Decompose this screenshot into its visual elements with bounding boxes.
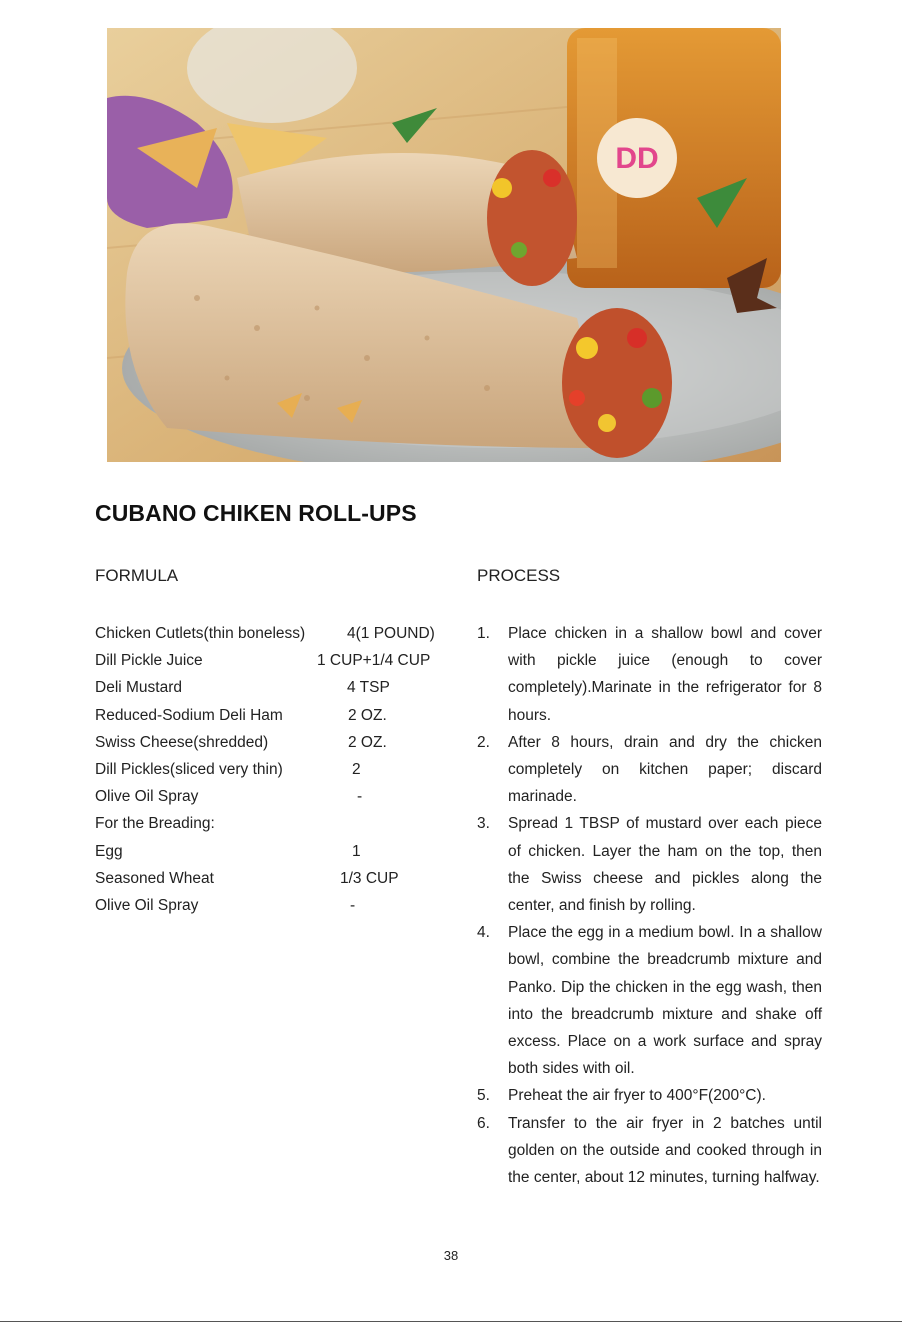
ingredient-qty: - [350,896,356,914]
cup-logo-text: DD [615,142,659,175]
process-step [477,1082,822,1109]
process-steps [477,620,822,1191]
recipe-title: CUBANO CHIKEN ROLL-UPS [95,500,417,526]
step-number: 1. [477,625,490,642]
ingredient-qty: 1 [352,842,361,860]
ingredient-list [95,620,455,919]
process-step [477,1110,822,1192]
ingredient-row [95,729,455,756]
back-roll-filling [487,150,577,286]
step-number: 5. [477,1087,490,1105]
step-number: 4. [477,924,490,942]
process-step [477,919,822,1082]
ingredient-qty: 2 OZ. [348,706,387,724]
ingredient-row [95,783,455,810]
step-number: 3. [477,815,490,833]
ingredient-name: Egg [95,842,123,860]
ingredient-row [95,702,455,729]
ingredient-row [95,865,455,892]
ingredient-row [95,810,455,837]
step-text: Place chicken in a shallow bowl and cover with pickle juice (enough to cover completely).Marinate in the refrigerator for 8 hours. [508,625,822,724]
process-step [477,620,822,729]
ingredient-qty: - [357,788,363,806]
ingredient-qty: 4 TSP [347,679,390,697]
page-bottom-rule [0,1321,902,1322]
ingredient-row [95,756,455,783]
step-text: Spread 1 TBSP of mustard over each piece of chicken. Layer the ham on the top, then the Swiss cheese and pickles along the center, and finish by rolling. [508,815,822,915]
process-step [477,810,822,919]
ingredient-row [95,838,455,865]
step-text: Place the egg in a medium bowl. In a shallow bowl, combine the breadcrumb mixture and Panko. Dip the chicken in the egg wash, then into the breadcrumb mixture and shake off excess. Place on a work surface and spray both sides with oil. [508,924,822,1078]
ingredient-name: Deli Mustard [95,679,182,697]
ingredient-qty: 1/3 CUP [340,869,399,887]
ingredient-qty: 4(1 POUND) [347,625,435,642]
ingredient-row [95,674,455,701]
ingredient-name: Olive Oil Spray [95,896,199,914]
ingredient-row [95,647,455,674]
roll-ups-illustration [107,28,781,462]
ingredient-row [95,620,455,647]
breading-subheading: For the Breading: [95,815,215,833]
formula-heading: FORMULA [95,566,179,585]
ingredient-name: Dill Pickle Juice [95,652,203,670]
ingredient-row [95,892,455,919]
ingredient-qty: 2 OZ. [348,733,387,751]
ingredient-name: Olive Oil Spray [95,788,199,806]
step-number: 2. [477,733,490,751]
ingredient-name: Swiss Cheese(shredded) [95,733,269,751]
ingredient-qty: 2 [352,760,361,778]
ingredient-name: Chicken Cutlets(thin boneless) [95,625,306,642]
step-number: 6. [477,1114,490,1132]
process-step [477,729,822,811]
ingredient-name: Dill Pickles(sliced very thin) [95,760,283,778]
recipe-photo [107,28,781,462]
process-heading: PROCESS [477,566,561,585]
step-text: Preheat the air fryer to 400°F(200°C). [508,1087,766,1105]
ingredient-name: Reduced-Sodium Deli Ham [95,706,283,724]
ingredient-name: Seasoned Wheat [95,869,214,887]
step-text: After 8 hours, drain and dry the chicken completely on kitchen paper; discard marinade. [508,733,822,806]
step-text: Transfer to the air fryer in 2 batches until golden on the outside and cooked through in the center, about 12 minutes, turning halfway. [508,1114,822,1187]
ingredient-qty: 1 CUP+1/4 CUP [317,652,431,670]
front-roll-filling [562,308,672,458]
page-number: 38 [443,1248,459,1263]
